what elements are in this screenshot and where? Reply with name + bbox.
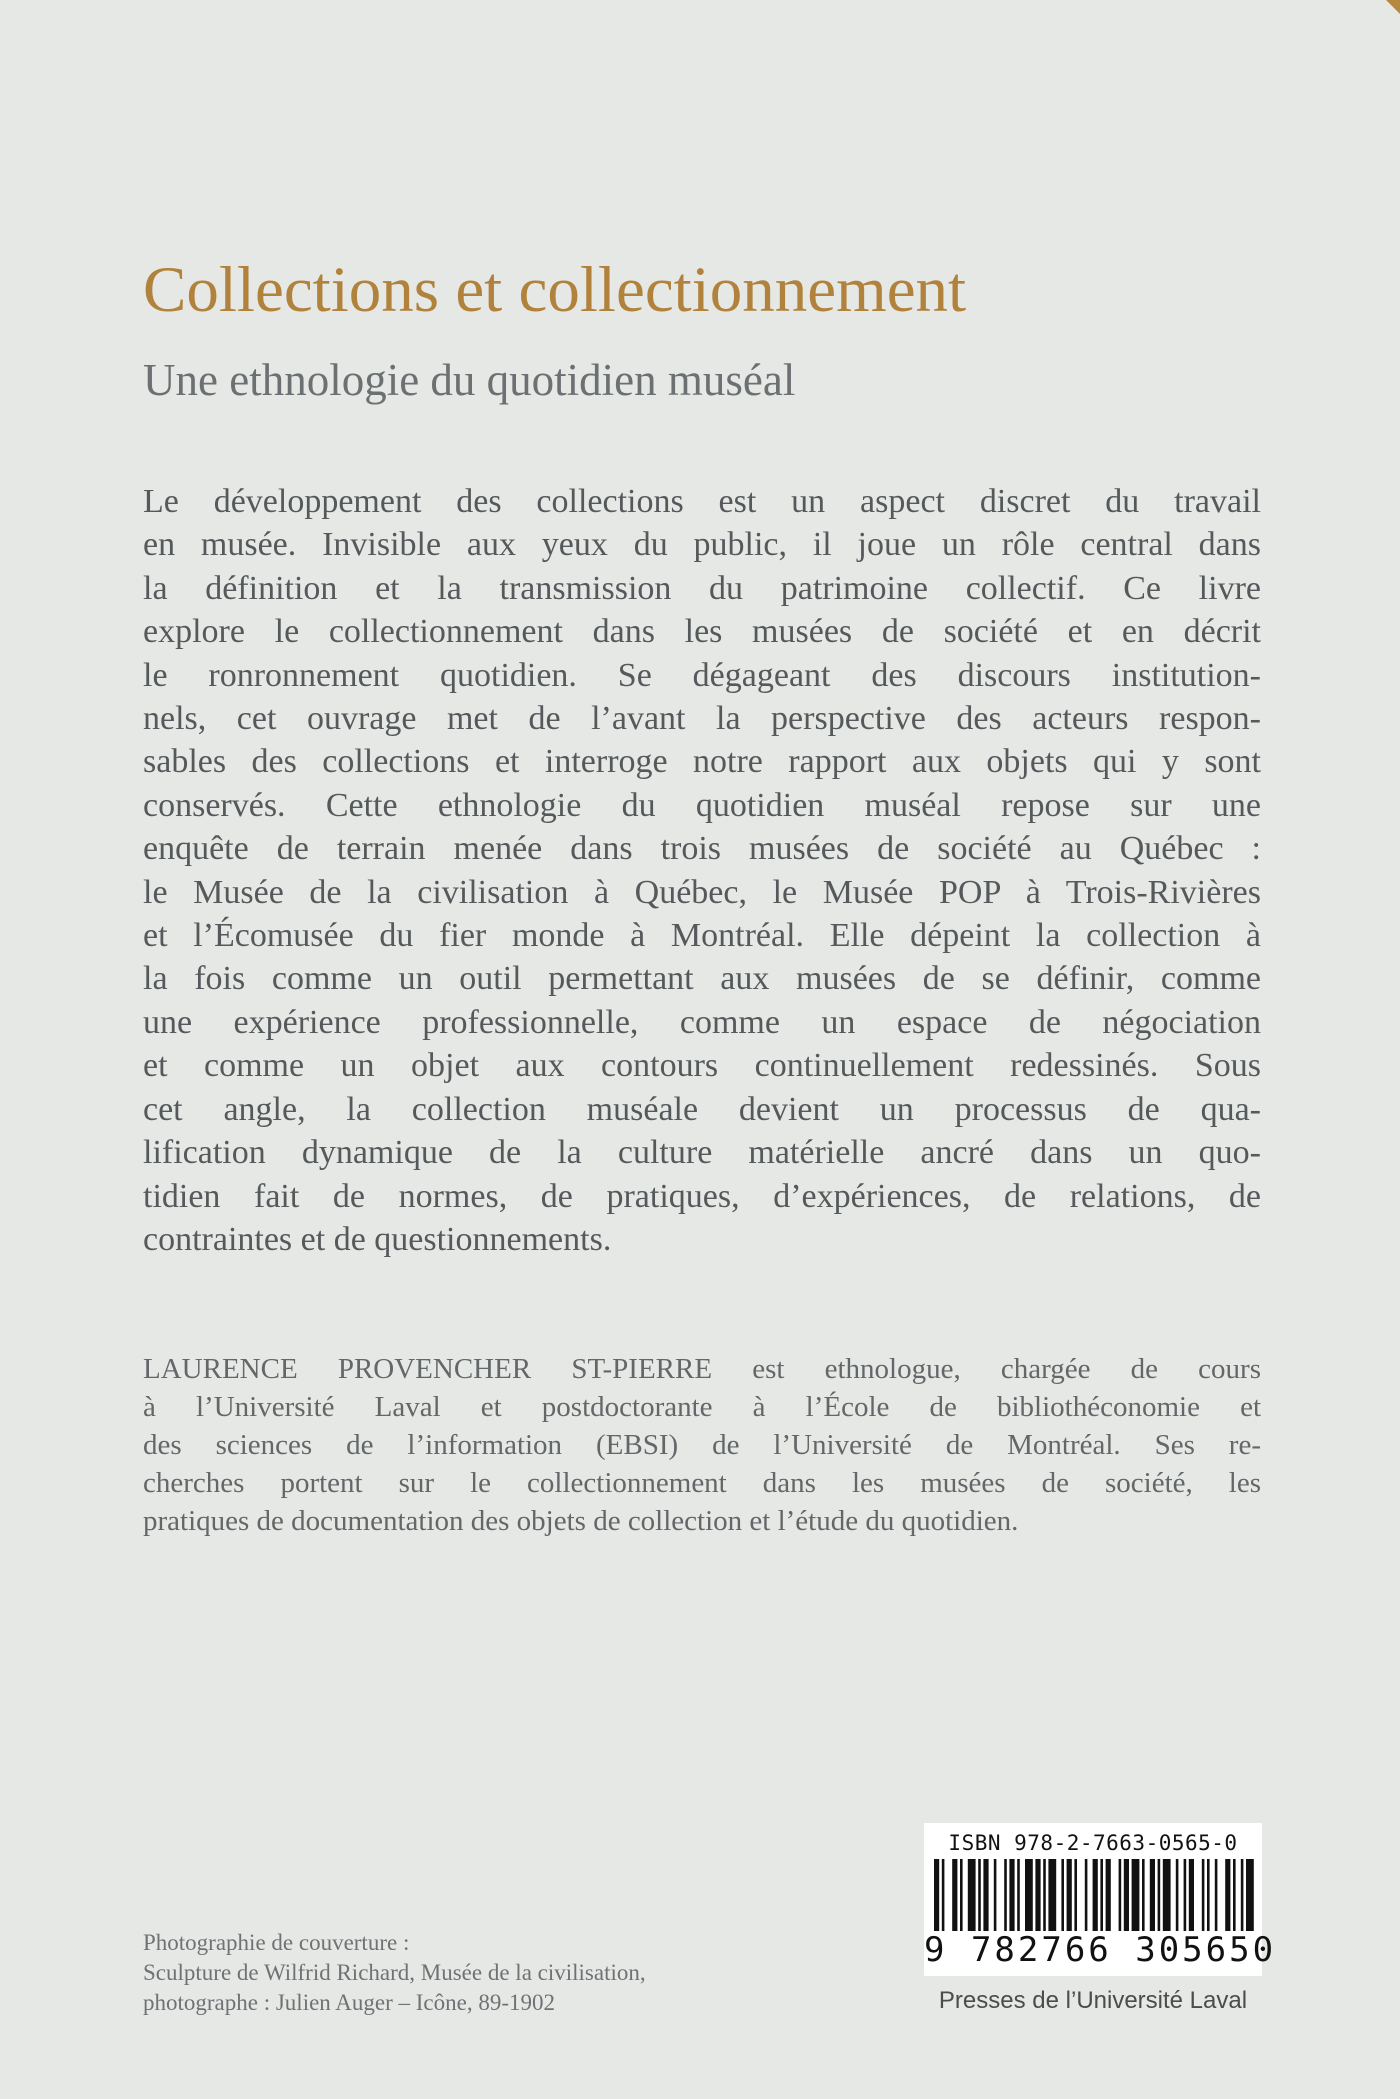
barcode-bar xyxy=(1035,1859,1040,1931)
publisher-name: Presses de l’Université Laval xyxy=(938,1987,1248,2014)
description-line: et comme un objet aux contours continuellement redessinés. Sous xyxy=(143,1047,1261,1085)
description-line: cet angle, la collection muséale devient un processus de qua- xyxy=(143,1090,1261,1128)
book-subtitle: Une ethnologie du quotidien muséal xyxy=(143,355,796,405)
barcode-bar xyxy=(1100,1859,1103,1931)
author-bio-line: pratiques de documentation des objets de collection et l’étude du quotidien. xyxy=(143,1505,1019,1537)
description-line: lification dynamique de la culture matérielle ancré dans un quo- xyxy=(143,1134,1261,1172)
barcode-bar xyxy=(968,1859,976,1931)
barcode-bar xyxy=(1225,1859,1230,1931)
description-line: une expérience professionnelle, comme un espace de négociation xyxy=(143,1003,1261,1041)
author-bio-line: LAURENCE PROVENCHER ST-PIERRE est ethnologue, chargée de cours xyxy=(143,1353,1261,1385)
description-line: le ronronnement quotidien. Se dégageant des discours institution- xyxy=(143,656,1261,694)
barcode-bar xyxy=(934,1859,939,1931)
photo-credit xyxy=(143,1928,646,2018)
book-description xyxy=(143,480,1261,1261)
barcode-bar xyxy=(1132,1859,1140,1931)
description-line: en musée. Invisible aux yeux du public, il joue un rôle central dans xyxy=(143,526,1261,564)
barcode-bar xyxy=(1233,1859,1236,1931)
isbn-barcode xyxy=(924,1823,1277,1976)
description-line: explore le collectionnement dans les musées de société et en décrit xyxy=(143,613,1261,651)
author-bio xyxy=(143,1350,1261,1540)
barcode-bars-icon xyxy=(928,1859,1258,1931)
barcode-bar xyxy=(1246,1859,1254,1931)
barcode-bar xyxy=(1085,1859,1088,1931)
description-line: Le développement des collections est un aspect discret du travail xyxy=(143,483,1261,520)
barcode-bar xyxy=(1048,1859,1056,1931)
description-line: sables des collections et interroge notre rapport aux objets qui y sont xyxy=(143,743,1261,781)
barcode-bar xyxy=(1004,1859,1007,1931)
barcode-bar xyxy=(1124,1859,1129,1931)
barcode-bar xyxy=(1074,1859,1077,1931)
barcode-bar xyxy=(1142,1859,1145,1931)
barcode-bar xyxy=(1202,1859,1205,1931)
barcode-bar xyxy=(1163,1859,1171,1931)
description-line: la fois comme un outil permettant aux musées de se définir, comme xyxy=(143,960,1261,998)
barcode-bar xyxy=(1017,1859,1020,1931)
barcode-bar xyxy=(1009,1859,1014,1931)
author-bio-line: des sciences de l’information (EBSI) de l’Université de Montréal. Ses re- xyxy=(143,1429,1261,1461)
barcode-bar xyxy=(978,1859,981,1931)
photo-credit-line: Sculpture de Wilfrid Richard, Musée de la civilisation, xyxy=(143,1960,646,1985)
description-line: le Musée de la civilisation à Québec, le Musée POP à Trois-Rivières xyxy=(143,873,1261,911)
barcode-bar xyxy=(1215,1859,1218,1931)
barcode-bar xyxy=(1158,1859,1161,1931)
barcode-bar xyxy=(942,1859,945,1931)
photo-credit-line: Photographie de couverture : xyxy=(143,1930,410,1955)
barcode-bar xyxy=(1043,1859,1046,1931)
description-line: contraintes et de questionnements. xyxy=(143,1220,612,1258)
barcode-bar xyxy=(1184,1859,1187,1931)
barcode-bar xyxy=(1093,1859,1098,1931)
author-bio-line: à l’Université Laval et postdoctorante à l’École de bibliothéconomie et xyxy=(143,1391,1261,1423)
barcode-bar xyxy=(960,1859,963,1931)
barcode-bar xyxy=(1150,1859,1155,1931)
description-line: enquête de terrain menée dans trois musées de société au Québec : xyxy=(143,830,1261,868)
book-title: Collections et collectionnement xyxy=(143,254,967,326)
barcode-bar xyxy=(1189,1859,1194,1931)
description-line: conservés. Cette ethnologie du quotidien muséal repose sur une xyxy=(143,786,1261,824)
barcode-bar xyxy=(994,1859,997,1931)
photo-credit-line: photographe : Julien Auger – Icône, 89-1902 xyxy=(143,1990,555,2015)
barcode-bar xyxy=(1106,1859,1111,1931)
barcode-bar xyxy=(1241,1859,1244,1931)
description-line: la définition et la transmission du patrimoine collectif. Ce livre xyxy=(143,569,1261,607)
ean-digits: 9 782766 305650 xyxy=(924,1930,1277,1970)
corner-accent-mark xyxy=(1386,0,1400,14)
isbn-label: ISBN 978-2-7663-0565-0 xyxy=(948,1831,1238,1855)
barcode-bar xyxy=(1067,1859,1072,1931)
barcode-bar xyxy=(1207,1859,1210,1931)
barcode-bar xyxy=(1176,1859,1179,1931)
author-bio-line: cherches portent sur le collectionnement dans les musées de société, les xyxy=(143,1467,1261,1499)
barcode-bar xyxy=(1025,1859,1033,1931)
description-line: nels, cet ouvrage met de l’avant la perspective des acteurs respon- xyxy=(143,700,1261,738)
barcode-bar xyxy=(952,1859,957,1931)
description-line: et l’Écomusée du fier monde à Montréal. Elle dépeint la collection à xyxy=(143,917,1261,955)
barcode-bar xyxy=(1061,1859,1064,1931)
barcode-bar xyxy=(983,1859,988,1931)
description-line: tidien fait de normes, de pratiques, d’expériences, de relations, de xyxy=(143,1177,1261,1215)
barcode-bar xyxy=(1119,1859,1122,1931)
